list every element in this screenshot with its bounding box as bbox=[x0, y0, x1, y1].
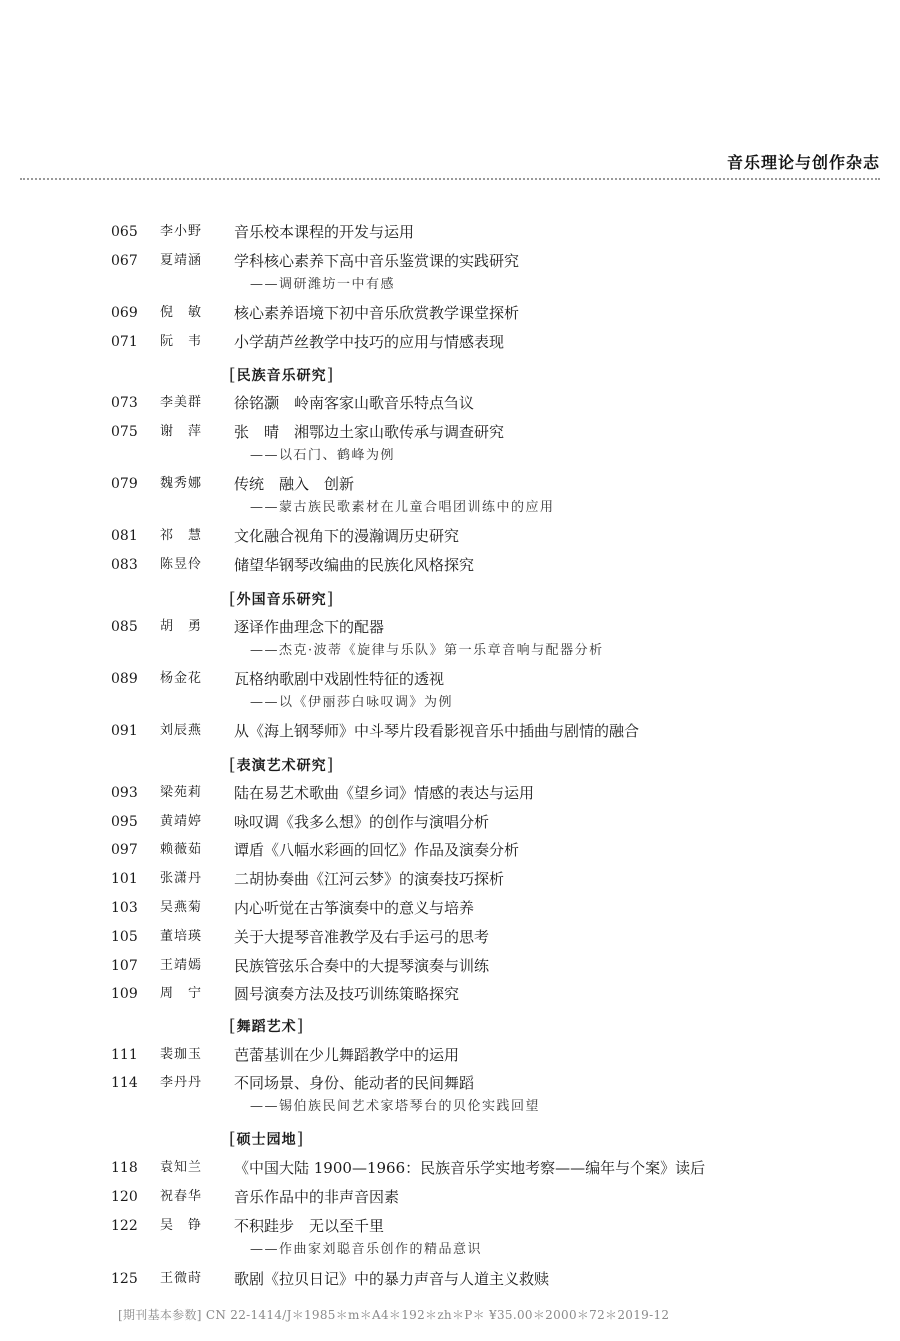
article-title: 音乐校本课程的开发与运用 bbox=[234, 223, 415, 241]
toc-entry bbox=[0, 783, 900, 805]
toc-entry bbox=[0, 840, 900, 862]
author-name: 袁知兰 bbox=[160, 1160, 203, 1175]
toc-entry bbox=[0, 1269, 900, 1291]
article-title: 内心听觉在古筝演奏中的意义与培养 bbox=[234, 899, 475, 917]
section-masters-garden-heading bbox=[229, 1128, 304, 1150]
section-heading-label: 表演艺术研究 bbox=[236, 758, 327, 774]
author-name: 吴燕菊 bbox=[160, 900, 203, 915]
bracket-close-icon: ] bbox=[326, 755, 335, 775]
article-title: 不同场景、身份、能动者的民间舞蹈 bbox=[234, 1074, 475, 1092]
section-heading-label: 舞蹈艺术 bbox=[236, 1019, 297, 1035]
article-title: 谭盾《八幅水彩画的回忆》作品及演奏分析 bbox=[234, 841, 520, 859]
author-name: 祝春华 bbox=[160, 1189, 203, 1204]
journal-parameters-footer: [期刊基本参数] CN 22-1414/J＊1985＊m＊A4＊192＊zh＊P＊ ¥35.00＊2000＊72＊2019-12 bbox=[118, 1308, 670, 1322]
article-title: 张 晴 湘鄂边土家山歌传承与调查研究 bbox=[234, 423, 505, 441]
author-name: 王微莳 bbox=[160, 1271, 203, 1286]
page-number: 107 bbox=[111, 958, 138, 974]
bracket-close-icon: ] bbox=[296, 1129, 305, 1149]
author-name: 黄靖婷 bbox=[160, 814, 203, 829]
article-title: 咏叹调《我多么想》的创作与演唱分析 bbox=[234, 813, 490, 831]
article-title: 陆在易艺术歌曲《望乡词》情感的表达与运用 bbox=[234, 784, 535, 802]
section-heading-label: 硕士园地 bbox=[236, 1132, 297, 1148]
author-name: 董培瑛 bbox=[160, 929, 203, 944]
page-number: 089 bbox=[111, 671, 138, 687]
author-name: 李美群 bbox=[160, 395, 203, 410]
section-performance-art-research-heading bbox=[229, 754, 334, 776]
journal-title: 音乐理论与创作杂志 bbox=[726, 153, 880, 172]
page-number: 095 bbox=[111, 814, 138, 830]
article-title: 徐铭灏 岭南客家山歌音乐特点刍议 bbox=[234, 394, 475, 412]
author-name: 裴珈玉 bbox=[160, 1047, 203, 1062]
section-heading-label: 外国音乐研究 bbox=[236, 592, 327, 608]
author-name: 吴 铮 bbox=[160, 1218, 203, 1233]
bracket-close-icon: ] bbox=[296, 1016, 305, 1036]
toc-entry bbox=[0, 222, 900, 244]
article-title: 小学葫芦丝教学中技巧的应用与情感表现 bbox=[234, 333, 505, 351]
author-name: 梁苑莉 bbox=[160, 785, 203, 800]
article-title: 逐译作曲理念下的配器 bbox=[234, 618, 385, 636]
toc-entry bbox=[0, 303, 900, 325]
page-number: 091 bbox=[111, 723, 138, 739]
toc-entry bbox=[0, 669, 900, 691]
bracket-open-icon: [ bbox=[229, 365, 237, 385]
author-name: 杨金花 bbox=[160, 671, 203, 686]
page-number: 073 bbox=[111, 395, 138, 411]
author-name: 夏靖涵 bbox=[160, 253, 203, 268]
article-title: 《中国大陆 1900—1966：民族音乐学实地考察——编年与个案》读后 bbox=[234, 1159, 706, 1177]
page-number: 081 bbox=[111, 528, 138, 544]
bracket-close-icon: ] bbox=[326, 365, 335, 385]
toc-entry bbox=[0, 898, 900, 920]
bracket-open-icon: [ bbox=[229, 1129, 237, 1149]
article-title: 核心素养语境下初中音乐欣赏教学课堂探析 bbox=[234, 304, 520, 322]
bracket-open-icon: [ bbox=[229, 1016, 237, 1036]
toc-entry bbox=[0, 332, 900, 354]
article-title: 圆号演奏方法及技巧训练策略探究 bbox=[234, 985, 460, 1003]
bracket-close-icon: ] bbox=[326, 589, 335, 609]
page-number: 101 bbox=[111, 871, 138, 887]
author-name: 王靖嫣 bbox=[160, 958, 203, 973]
section-foreign-music-research-heading bbox=[229, 588, 334, 610]
article-title: 储望华钢琴改编曲的民族化风格探究 bbox=[234, 556, 475, 574]
toc-entry bbox=[0, 1045, 900, 1067]
article-title: 二胡协奏曲《江河云梦》的演奏技巧探析 bbox=[234, 870, 505, 888]
page-number: 071 bbox=[111, 334, 138, 350]
page-number: 105 bbox=[111, 929, 138, 945]
toc-entry bbox=[0, 984, 900, 1006]
article-subtitle: ——杰克·波蒂《旋律与乐队》第一乐章音响与配器分析 bbox=[250, 643, 604, 658]
toc-entry bbox=[0, 721, 900, 743]
article-title: 关于大提琴音准教学及右手运弓的思考 bbox=[234, 928, 490, 946]
author-name: 祁 慧 bbox=[160, 528, 203, 543]
bracket-open-icon: [ bbox=[229, 589, 237, 609]
page-number: 125 bbox=[111, 1271, 138, 1287]
page-number: 069 bbox=[111, 305, 138, 321]
page-number: 103 bbox=[111, 900, 138, 916]
toc-entry bbox=[0, 869, 900, 891]
toc-entry bbox=[0, 474, 900, 496]
page-number: 093 bbox=[111, 785, 138, 801]
toc-entry bbox=[0, 526, 900, 548]
section-dance-art-heading bbox=[229, 1015, 304, 1037]
article-title: 学科核心素养下高中音乐鉴赏课的实践研究 bbox=[234, 252, 520, 270]
article-title: 瓦格纳歌剧中戏剧性特征的透视 bbox=[234, 670, 445, 688]
page-number: 111 bbox=[111, 1047, 138, 1063]
author-name: 赖薇茹 bbox=[160, 842, 203, 857]
author-name: 胡 勇 bbox=[160, 619, 203, 634]
page-number: 122 bbox=[111, 1218, 138, 1234]
toc-entry bbox=[0, 422, 900, 444]
section-ethnic-music-research-heading bbox=[229, 364, 334, 386]
author-name: 李小野 bbox=[160, 224, 203, 239]
page-number: 085 bbox=[111, 619, 138, 635]
page-number: 109 bbox=[111, 986, 138, 1002]
article-subtitle: ——作曲家刘聪音乐创作的精品意识 bbox=[250, 1242, 483, 1257]
article-title: 音乐作品中的非声音因素 bbox=[234, 1188, 400, 1206]
toc-entry bbox=[0, 1158, 900, 1180]
page-number: 083 bbox=[111, 557, 138, 573]
article-title: 民族管弦乐合奏中的大提琴演奏与训练 bbox=[234, 957, 490, 975]
toc-entry bbox=[0, 927, 900, 949]
author-name: 魏秀娜 bbox=[160, 476, 203, 491]
toc-entry bbox=[0, 1187, 900, 1209]
toc-entry bbox=[0, 812, 900, 834]
author-name: 谢 萍 bbox=[160, 424, 203, 439]
toc-entry bbox=[0, 1216, 900, 1238]
article-subtitle: ——以《伊丽莎白咏叹调》为例 bbox=[250, 695, 454, 710]
page-number: 065 bbox=[111, 224, 138, 240]
article-subtitle: ——蒙古族民歌素材在儿童合唱团训练中的应用 bbox=[250, 500, 555, 515]
author-name: 李丹丹 bbox=[160, 1075, 203, 1090]
page-number: 118 bbox=[111, 1160, 138, 1176]
page-number: 067 bbox=[111, 253, 138, 269]
page-number: 075 bbox=[111, 424, 138, 440]
author-name: 刘辰燕 bbox=[160, 723, 203, 738]
bracket-open-icon: [ bbox=[229, 755, 237, 775]
page-number: 097 bbox=[111, 842, 138, 858]
article-title: 传统 融入 创新 bbox=[234, 475, 355, 493]
article-title: 文化融合视角下的漫瀚调历史研究 bbox=[234, 527, 460, 545]
author-name: 张潇丹 bbox=[160, 871, 203, 886]
author-name: 陈昱伶 bbox=[160, 557, 203, 572]
article-title: 不积跬步 无以至千里 bbox=[234, 1217, 385, 1235]
article-subtitle: ——调研潍坊一中有感 bbox=[250, 277, 396, 292]
author-name: 周 宁 bbox=[160, 986, 203, 1001]
article-title: 从《海上钢琴师》中斗琴片段看影视音乐中插曲与剧情的融合 bbox=[234, 722, 640, 740]
toc-entry bbox=[0, 1073, 900, 1095]
page-number: 079 bbox=[111, 476, 138, 492]
page-number: 114 bbox=[111, 1075, 138, 1091]
toc-entry bbox=[0, 956, 900, 978]
page-number: 120 bbox=[111, 1189, 138, 1205]
author-name: 阮 韦 bbox=[160, 334, 203, 349]
toc-entry bbox=[0, 393, 900, 415]
section-heading-label: 民族音乐研究 bbox=[236, 368, 327, 384]
toc-entry bbox=[0, 251, 900, 273]
author-name: 倪 敏 bbox=[160, 305, 203, 320]
article-subtitle: ——以石门、鹤峰为例 bbox=[250, 448, 396, 463]
toc-entry bbox=[0, 555, 900, 577]
toc-entry bbox=[0, 617, 900, 639]
article-title: 芭蕾基训在少儿舞蹈教学中的运用 bbox=[234, 1046, 460, 1064]
article-subtitle: ——锡伯族民间艺术家塔琴台的贝伦实践回望 bbox=[250, 1099, 541, 1114]
article-title: 歌剧《拉贝日记》中的暴力声音与人道主义救赎 bbox=[234, 1270, 550, 1288]
